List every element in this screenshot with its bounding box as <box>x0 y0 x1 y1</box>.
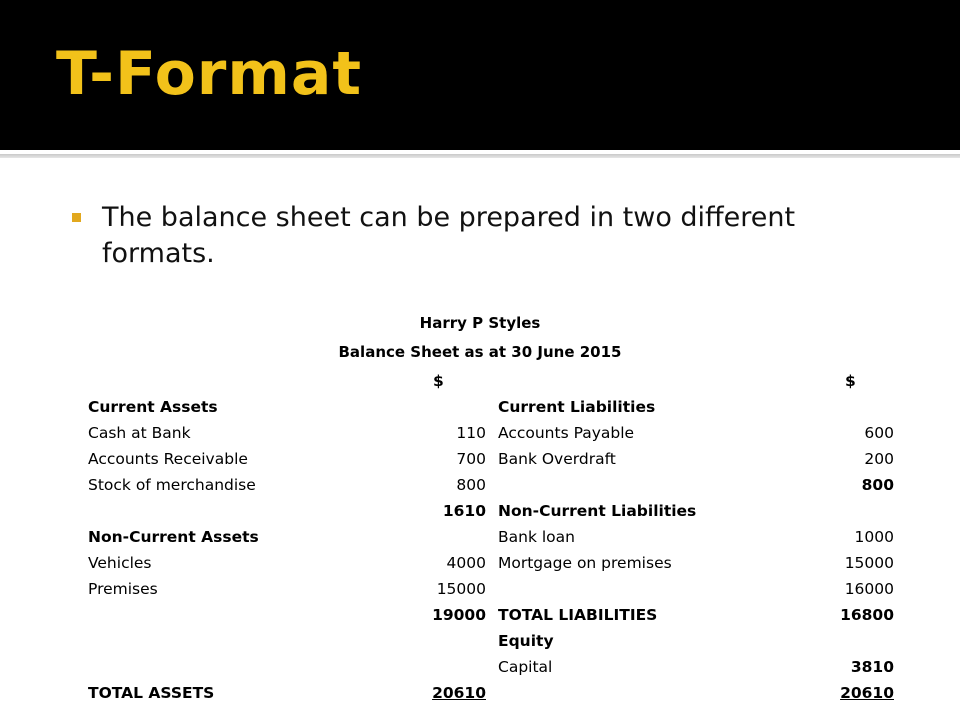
asset-label: Vehicles <box>88 554 152 572</box>
capital-label: Capital <box>498 658 553 676</box>
table-row <box>0 524 960 550</box>
liability-value: 16000 <box>844 580 894 598</box>
title-band <box>0 0 960 150</box>
liability-value: 600 <box>864 424 894 442</box>
table-row <box>0 472 960 498</box>
table-row <box>0 602 960 628</box>
title-divider <box>0 150 960 158</box>
total-liabilities-equity-value: 20610 <box>840 684 894 702</box>
liability-label: Non-Current Liabilities <box>498 502 697 520</box>
currency-symbol-left: $ <box>433 372 444 390</box>
table-row <box>0 550 960 576</box>
table-row <box>0 394 960 420</box>
table-row <box>0 576 960 602</box>
asset-label: Cash at Bank <box>88 424 191 442</box>
asset-label: Accounts Receivable <box>88 450 248 468</box>
table-row <box>0 654 960 680</box>
liability-value: 200 <box>864 450 894 468</box>
currency-symbol-right: $ <box>845 372 856 390</box>
total-assets-value: 20610 <box>432 684 486 702</box>
asset-value: 15000 <box>436 580 486 598</box>
asset-subtotal: 19000 <box>432 606 486 624</box>
asset-label: Current Assets <box>88 398 218 416</box>
asset-subtotal: 1610 <box>442 502 486 520</box>
total-liabilities-label: TOTAL LIABILITIES <box>498 606 658 624</box>
slide-title: T-Format <box>56 39 363 109</box>
asset-value: 110 <box>456 424 486 442</box>
liability-value: 15000 <box>844 554 894 572</box>
asset-value: 4000 <box>446 554 486 572</box>
total-liabilities-value: 16800 <box>840 606 894 624</box>
capital-value: 3810 <box>850 658 894 676</box>
table-row <box>0 680 960 706</box>
balance-sheet-owner: Harry P Styles <box>419 314 541 332</box>
table-row <box>0 446 960 472</box>
asset-label: Premises <box>88 580 158 598</box>
currency-row <box>0 368 960 394</box>
total-assets-label: TOTAL ASSETS <box>88 684 215 702</box>
bullet-point <box>72 200 872 272</box>
liability-subtotal: 800 <box>861 476 894 494</box>
asset-value: 700 <box>456 450 486 468</box>
square-bullet-icon <box>72 213 81 222</box>
liability-label: Bank loan <box>498 528 575 546</box>
asset-label: Stock of merchandise <box>88 476 256 494</box>
liability-label: Mortgage on premises <box>498 554 672 572</box>
liability-label: Current Liabilities <box>498 398 656 416</box>
liability-label: Accounts Payable <box>498 424 635 442</box>
asset-label: Non-Current Assets <box>88 528 259 546</box>
equity-label: Equity <box>498 632 554 650</box>
liability-label: Bank Overdraft <box>498 450 616 468</box>
bullet-text: The balance sheet can be prepared in two different formats. <box>102 202 796 269</box>
asset-value: 800 <box>456 476 486 494</box>
balance-sheet-title: Balance Sheet as at 30 June 2015 <box>338 343 622 361</box>
slide-content <box>0 158 960 720</box>
table-row <box>0 420 960 446</box>
table-row <box>0 628 960 654</box>
table-row <box>0 498 960 524</box>
liability-value: 1000 <box>854 528 894 546</box>
